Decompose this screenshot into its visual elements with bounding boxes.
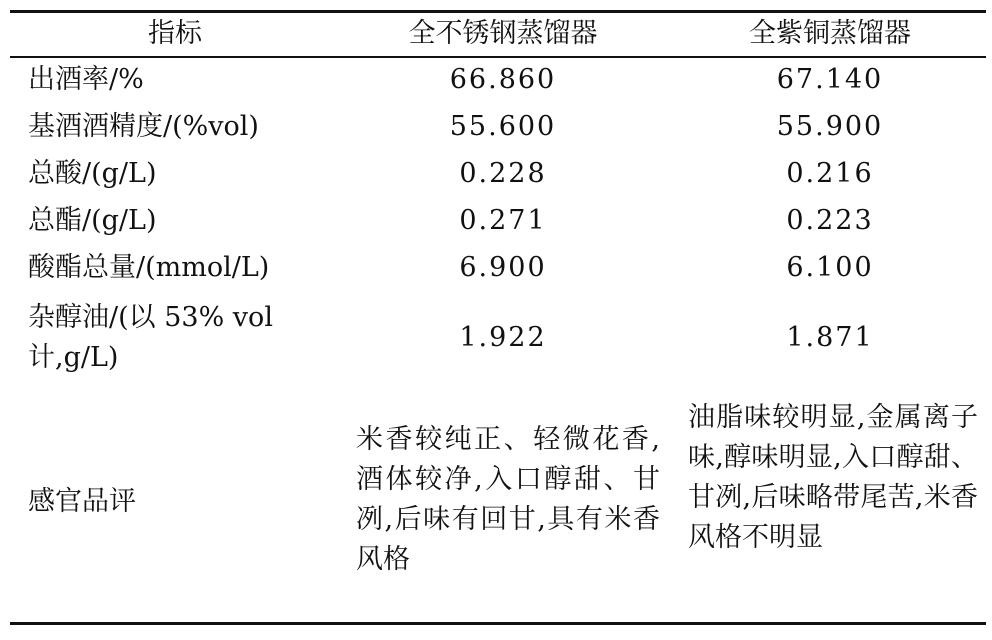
- header-copper-still: 全紫铜蒸馏器: [749, 18, 911, 49]
- row-label-sensory: 感官品评: [28, 486, 136, 517]
- row-label-total-acid: 总酸/(g/L): [28, 158, 157, 189]
- row-value-yield-stainless: 66.860: [449, 64, 557, 95]
- row-value-alcohol-stainless: 55.600: [449, 111, 557, 142]
- row-value-total-acid-copper: 0.216: [786, 158, 874, 189]
- table-top-rule: [10, 10, 986, 13]
- row-label-yield: 出酒率/%: [28, 64, 144, 95]
- row-label-acid-ester-sum: 酸酯总量/(mmol/L): [28, 252, 270, 283]
- row-value-total-ester-stainless: 0.271: [459, 205, 547, 236]
- table-bottom-rule: [10, 622, 986, 625]
- row-value-total-ester-copper: 0.223: [786, 205, 874, 236]
- row-label-fusel-oil-line1: 杂醇油/(以 53% vol: [28, 302, 273, 333]
- row-label-total-ester: 总酯/(g/L): [28, 205, 157, 236]
- row-value-alcohol-copper: 55.900: [776, 111, 884, 142]
- row-value-yield-copper: 67.140: [776, 64, 884, 95]
- header-stainless-still: 全不锈钢蒸馏器: [408, 18, 598, 49]
- row-value-total-acid-stainless: 0.228: [459, 158, 547, 189]
- row-value-acid-ester-sum-stainless: 6.900: [459, 252, 547, 283]
- table-header-rule: [10, 56, 986, 58]
- header-indicator: 指标: [148, 18, 202, 49]
- sensory-copper-text: 油脂味较明显,金属离子味,醇味明显,入口醇甜、甘冽,后味略带尾苦,米香风格不明显: [688, 402, 978, 553]
- row-label-fusel-oil-line2: 计,g/L): [28, 342, 119, 373]
- row-value-fusel-oil-stainless: 1.922: [459, 322, 547, 353]
- row-value-acid-ester-sum-copper: 6.100: [786, 252, 874, 283]
- sensory-stainless-text: 米香较纯正、轻微花香,酒体较净,入口醇甜、甘冽,后味有回甘,具有米香风格: [356, 424, 660, 575]
- row-value-fusel-oil-copper: 1.871: [786, 322, 874, 353]
- row-label-alcohol: 基酒酒精度/(%vol): [28, 111, 259, 142]
